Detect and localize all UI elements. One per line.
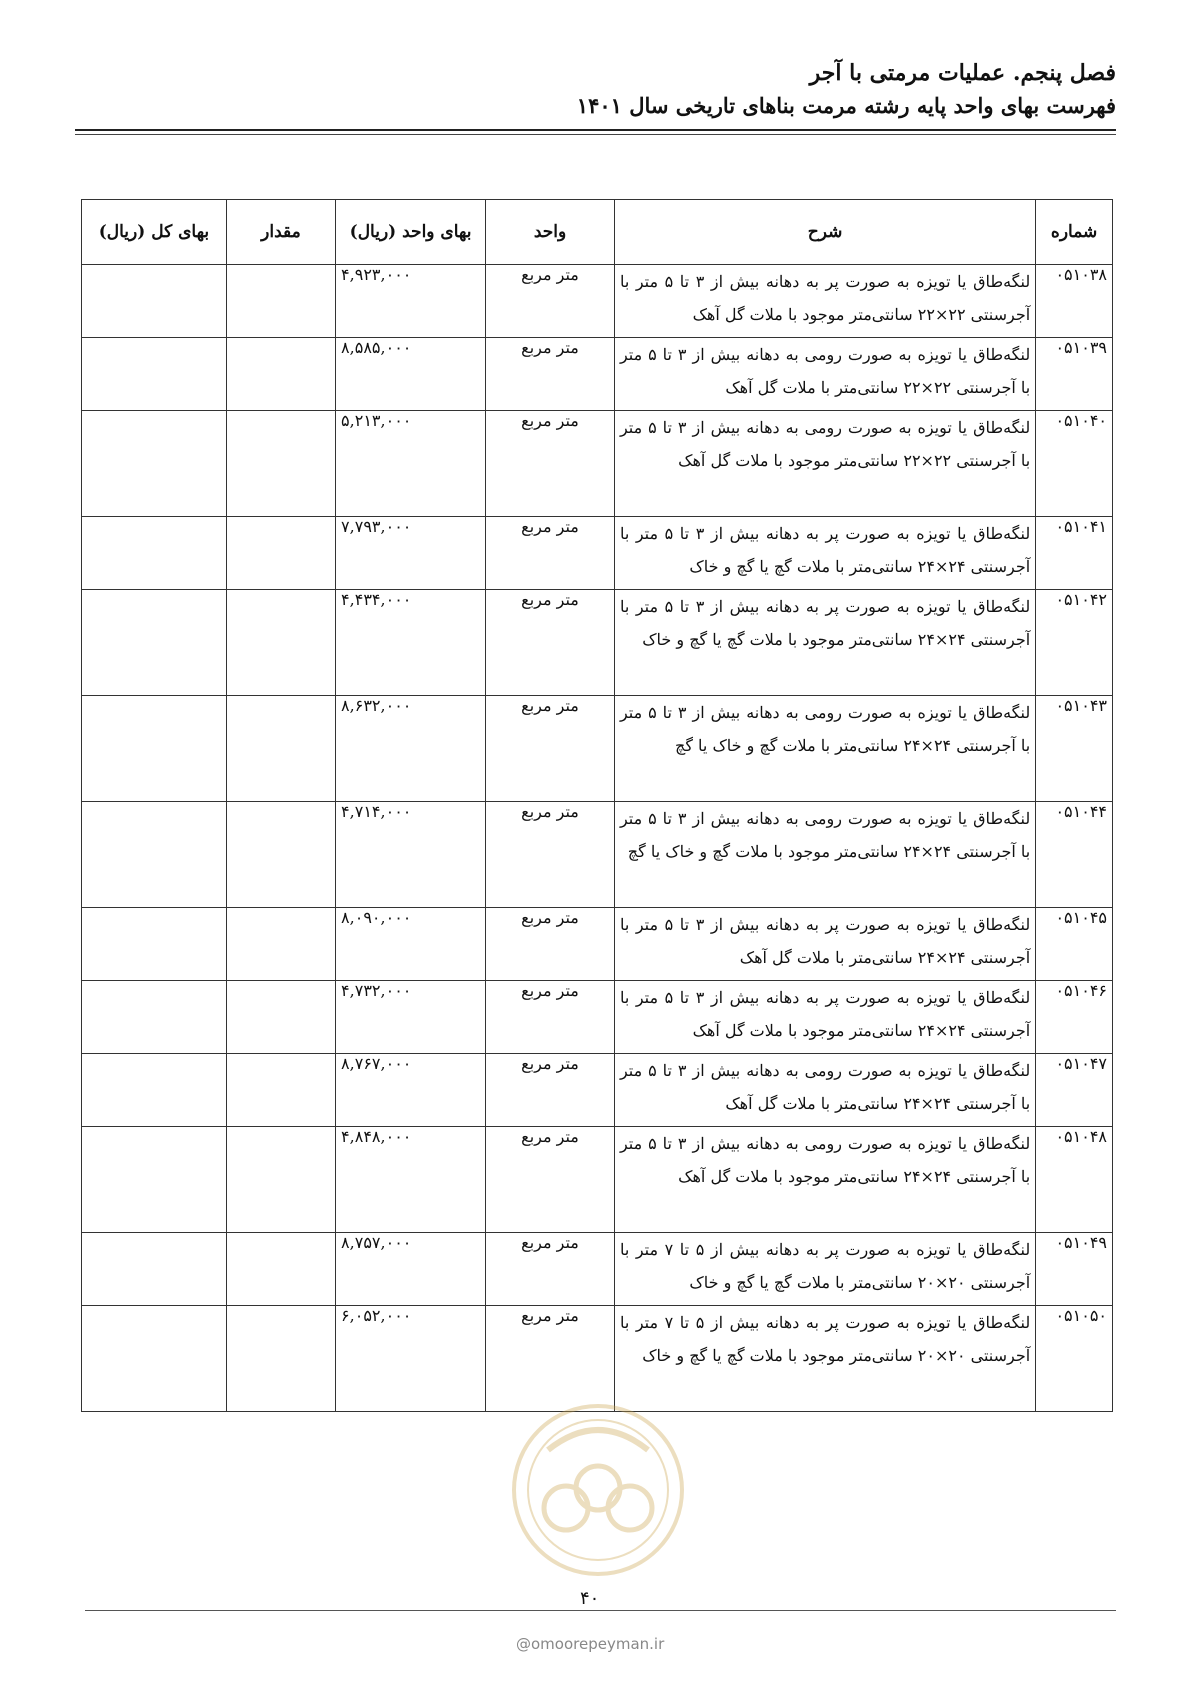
item-code: ۰۵۱۰۴۳ <box>1036 696 1113 802</box>
item-description: لنگه‌طاق یا تویزه به صورت پر به دهانه بیش از ۵ تا ۷ متر با آجرسنتی ۲۰×۲۰ سانتی‌متر با ملات گچ یا گچ و خاک <box>614 1233 1035 1306</box>
item-unit: متر مربع <box>486 517 615 590</box>
item-unit: متر مربع <box>486 1233 615 1306</box>
item-description: لنگه‌طاق یا تویزه به صورت رومی به دهانه بیش از ۳ تا ۵ متر با آجرسنتی ۲۴×۲۴ سانتی‌متر موجود با ملات گل آهک <box>614 1127 1035 1233</box>
item-unit-price: ۸,۷۶۷,۰۰۰ <box>336 1054 486 1127</box>
item-code: ۰۵۱۰۵۰ <box>1036 1306 1113 1412</box>
item-total-price <box>82 908 227 981</box>
item-description: لنگه‌طاق یا تویزه به صورت پر به دهانه بیش از ۳ تا ۵ متر با آجرسنتی ۲۴×۲۴ سانتی‌متر با ملات گچ یا گچ و خاک <box>614 517 1035 590</box>
item-code: ۰۵۱۰۴۹ <box>1036 1233 1113 1306</box>
watermark-seal <box>508 1400 688 1580</box>
item-description: لنگه‌طاق یا تویزه به صورت رومی به دهانه بیش از ۳ تا ۵ متر با آجرسنتی ۲۲×۲۲ سانتی‌متر با ملات گل آهک <box>614 338 1035 411</box>
page-number: ۴۰ <box>580 1588 600 1609</box>
item-description: لنگه‌طاق یا تویزه به صورت پر به دهانه بیش از ۵ تا ۷ متر با آجرسنتی ۲۰×۲۰ سانتی‌متر موجود با ملات گچ یا گچ و خاک <box>614 1306 1035 1412</box>
table-row <box>82 1306 1113 1412</box>
item-code: ۰۵۱۰۴۶ <box>1036 981 1113 1054</box>
item-code: ۰۵۱۰۴۸ <box>1036 1127 1113 1233</box>
header-description: شرح <box>614 200 1035 265</box>
item-unit: متر مربع <box>486 411 615 517</box>
item-quantity <box>226 908 335 981</box>
item-unit: متر مربع <box>486 1127 615 1233</box>
item-unit-price: ۴,۴۳۴,۰۰۰ <box>336 590 486 696</box>
table-row <box>82 590 1113 696</box>
item-unit-price: ۸,۵۸۵,۰۰۰ <box>336 338 486 411</box>
item-total-price <box>82 981 227 1054</box>
item-unit-price: ۴,۸۴۸,۰۰۰ <box>336 1127 486 1233</box>
item-description: لنگه‌طاق یا تویزه به صورت رومی به دهانه بیش از ۳ تا ۵ متر با آجرسنتی ۲۲×۲۲ سانتی‌متر موجود با ملات گل آهک <box>614 411 1035 517</box>
item-total-price <box>82 1127 227 1233</box>
item-total-price <box>82 411 227 517</box>
item-unit: متر مربع <box>486 696 615 802</box>
item-quantity <box>226 411 335 517</box>
table-row <box>82 1127 1113 1233</box>
header-total-price: بهای کل (ریال) <box>82 200 227 265</box>
item-code: ۰۵۱۰۴۷ <box>1036 1054 1113 1127</box>
table-row <box>82 517 1113 590</box>
table-row <box>82 908 1113 981</box>
table-row <box>82 1233 1113 1306</box>
item-code: ۰۵۱۰۴۴ <box>1036 802 1113 908</box>
item-unit-price: ۷,۷۹۳,۰۰۰ <box>336 517 486 590</box>
item-quantity <box>226 338 335 411</box>
item-total-price <box>82 1233 227 1306</box>
item-quantity <box>226 696 335 802</box>
table-row <box>82 696 1113 802</box>
header-unit: واحد <box>486 200 615 265</box>
item-total-price <box>82 517 227 590</box>
item-quantity <box>226 265 335 338</box>
item-unit-price: ۴,۹۲۳,۰۰۰ <box>336 265 486 338</box>
item-unit: متر مربع <box>486 802 615 908</box>
item-unit: متر مربع <box>486 1054 615 1127</box>
item-quantity <box>226 802 335 908</box>
item-total-price <box>82 1054 227 1127</box>
item-description: لنگه‌طاق یا تویزه به صورت پر به دهانه بیش از ۳ تا ۵ متر با آجرسنتی ۲۴×۲۴ سانتی‌متر موجود با ملات گچ یا گچ و خاک <box>614 590 1035 696</box>
table-row <box>82 265 1113 338</box>
item-unit: متر مربع <box>486 338 615 411</box>
table-row <box>82 1054 1113 1127</box>
item-unit-price: ۸,۶۳۲,۰۰۰ <box>336 696 486 802</box>
item-unit: متر مربع <box>486 1306 615 1412</box>
item-quantity <box>226 1127 335 1233</box>
item-code: ۰۵۱۰۴۵ <box>1036 908 1113 981</box>
item-code: ۰۵۱۰۳۸ <box>1036 265 1113 338</box>
item-unit: متر مربع <box>486 981 615 1054</box>
item-code: ۰۵۱۰۴۰ <box>1036 411 1113 517</box>
header-rule <box>75 129 1116 131</box>
website-link[interactable]: @omoorepeyman.ir <box>516 1635 665 1653</box>
item-quantity <box>226 1306 335 1412</box>
item-quantity <box>226 1233 335 1306</box>
item-unit-price: ۸,۰۹۰,۰۰۰ <box>336 908 486 981</box>
table-row <box>82 981 1113 1054</box>
item-unit-price: ۸,۷۵۷,۰۰۰ <box>336 1233 486 1306</box>
item-total-price <box>82 590 227 696</box>
item-description: لنگه‌طاق یا تویزه به صورت رومی به دهانه بیش از ۳ تا ۵ متر با آجرسنتی ۲۴×۲۴ سانتی‌متر با ملات گل آهک <box>614 1054 1035 1127</box>
header-code: شماره <box>1036 200 1113 265</box>
item-total-price <box>82 338 227 411</box>
item-unit-price: ۶,۰۵۲,۰۰۰ <box>336 1306 486 1412</box>
item-description: لنگه‌طاق یا تویزه به صورت پر به دهانه بیش از ۳ تا ۵ متر با آجرسنتی ۲۴×۲۴ سانتی‌متر با ملات گل آهک <box>614 908 1035 981</box>
header-rule-thin <box>75 134 1116 135</box>
footer-rule <box>85 1610 1116 1611</box>
item-quantity <box>226 1054 335 1127</box>
item-unit-price: ۴,۷۳۲,۰۰۰ <box>336 981 486 1054</box>
price-table <box>81 199 1113 1412</box>
item-quantity <box>226 517 335 590</box>
item-unit-price: ۴,۷۱۴,۰۰۰ <box>336 802 486 908</box>
table-row <box>82 802 1113 908</box>
chapter-title: فصل پنجم. عملیات مرمتی با آجر <box>809 60 1116 86</box>
item-total-price <box>82 802 227 908</box>
item-unit-price: ۵,۲۱۳,۰۰۰ <box>336 411 486 517</box>
item-quantity <box>226 981 335 1054</box>
header-quantity: مقدار <box>226 200 335 265</box>
table-row <box>82 338 1113 411</box>
item-unit: متر مربع <box>486 590 615 696</box>
item-unit: متر مربع <box>486 265 615 338</box>
item-unit: متر مربع <box>486 908 615 981</box>
item-total-price <box>82 265 227 338</box>
item-quantity <box>226 590 335 696</box>
header-unit-price: بهای واحد (ریال) <box>336 200 486 265</box>
table-header-row <box>82 200 1113 265</box>
item-code: ۰۵۱۰۴۱ <box>1036 517 1113 590</box>
table-row <box>82 411 1113 517</box>
item-total-price <box>82 696 227 802</box>
item-description: لنگه‌طاق یا تویزه به صورت پر به دهانه بیش از ۳ تا ۵ متر با آجرسنتی ۲۲×۲۲ سانتی‌متر موجود با ملات گل آهک <box>614 265 1035 338</box>
item-description: لنگه‌طاق یا تویزه به صورت رومی به دهانه بیش از ۳ تا ۵ متر با آجرسنتی ۲۴×۲۴ سانتی‌متر با ملات گچ و خاک یا گچ <box>614 696 1035 802</box>
item-code: ۰۵۱۰۳۹ <box>1036 338 1113 411</box>
list-title: فهرست بهای واحد پایه رشته مرمت بناهای تاریخی سال ۱۴۰۱ <box>576 93 1116 118</box>
item-description: لنگه‌طاق یا تویزه به صورت پر به دهانه بیش از ۳ تا ۵ متر با آجرسنتی ۲۴×۲۴ سانتی‌متر موجود با ملات گل آهک <box>614 981 1035 1054</box>
item-description: لنگه‌طاق یا تویزه به صورت رومی به دهانه بیش از ۳ تا ۵ متر با آجرسنتی ۲۴×۲۴ سانتی‌متر موجود با ملات گچ و خاک یا گچ <box>614 802 1035 908</box>
item-total-price <box>82 1306 227 1412</box>
page-header <box>577 56 1116 122</box>
item-code: ۰۵۱۰۴۲ <box>1036 590 1113 696</box>
